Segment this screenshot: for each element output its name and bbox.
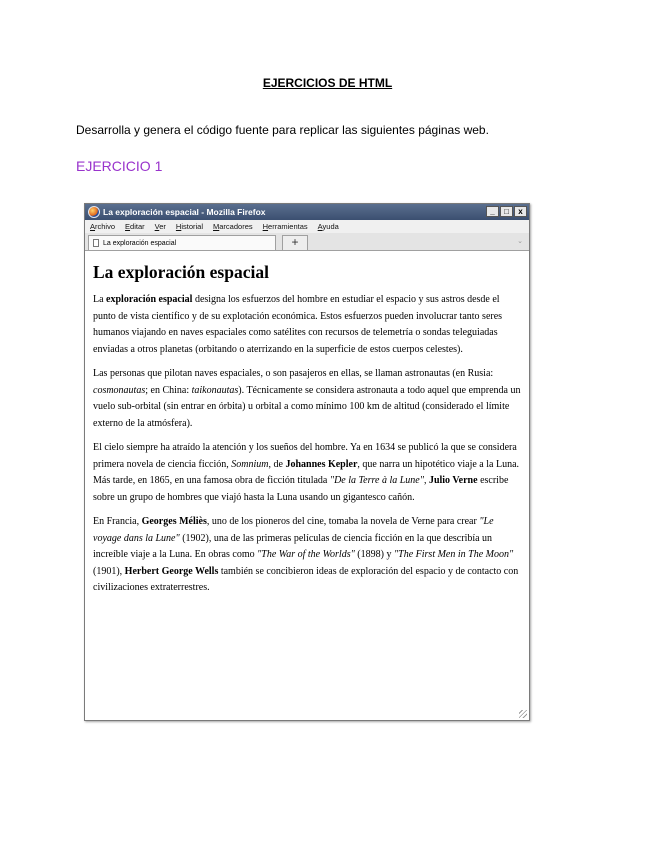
paragraph-4 (93, 514, 522, 597)
bold-text: Herbert George Wells (124, 565, 219, 577)
browser-viewport (85, 251, 529, 720)
minimize-button[interactable]: _ (486, 206, 499, 217)
italic-text: "De la Terre à la Lune" (329, 475, 424, 486)
text-run: El cielo siempre ha atraído la atención y los sueños del hombre. Ya en 1634 se publicó la que se considera primera novela de ciencia ficción, (93, 442, 517, 470)
text-run: , de (268, 458, 286, 470)
text-run: también se concibieron ideas de exploración del espacio y de contacto con civilizaciones extraterrestres. (93, 565, 519, 593)
tab-active[interactable] (88, 235, 276, 250)
web-page (85, 251, 529, 597)
text-run: Las personas que pilotan naves espaciales, o son pasajeros en ellas, se llaman astronautas (en Rusia: (93, 368, 494, 379)
page-heading: La exploración espacial (93, 262, 269, 282)
text-run: (1898) y (354, 549, 394, 560)
text-run: (1901), (93, 565, 125, 577)
menu-item-archivo[interactable]: Archivo (90, 222, 116, 231)
new-tab-button[interactable]: + (282, 235, 308, 250)
text-run: designa los esfuerzos del hombre en estudiar el espacio y sus astros desde el punto de vista científico y de su explotación económica. Estos esfuerzos pueden involucrar tanto seres humanos viajando en naves espaciales como satélites con recursos de telemetría o sondas teleguiadas enviadas a otros planetas (orbitando o aterrizando en la superficie de estos cuerpos celestes). (93, 294, 503, 355)
text-run: , uno de los pioneros del cine, tomaba la novela de Verne para crear (206, 516, 480, 527)
text-run: , (423, 475, 429, 486)
firefox-window-screenshot (84, 203, 530, 721)
text-run: ). Técnicamente se considera astronauta a todo aquel que emprenda un vuelo sub-orbital (sin entrar en órbita) u orbital a como mínimo 100 km de altitud (considerado el límite externo de la atmósfera). (93, 384, 521, 429)
tab-list-icon[interactable]: ⌄ (517, 238, 523, 245)
italic-text: "Le voyage dans la Lune" (93, 516, 494, 544)
page-icon (93, 239, 99, 247)
italic-text: cosmonautas (93, 384, 146, 396)
menu-item-herramientas[interactable]: Herramientas (262, 222, 308, 231)
italic-text: taikonautas (191, 384, 239, 396)
menu-item-marcadores[interactable]: Marcadores (213, 222, 253, 231)
menu-item-editar[interactable]: Editar (125, 222, 145, 231)
exercise-heading: EJERCICIO 1 (76, 158, 163, 174)
text-run: En Francia, (93, 516, 142, 527)
text-run: La (93, 294, 107, 305)
resize-grip-icon[interactable] (519, 710, 527, 718)
paragraph-3 (93, 440, 522, 506)
firefox-logo-icon (88, 206, 100, 218)
document-title: EJERCICIOS DE HTML (262, 76, 393, 90)
window-title: La exploración espacial - Mozilla Firefox (103, 207, 266, 217)
window-titlebar (85, 204, 529, 220)
text-run: escribe sobre un grupo de hombres que viajó hasta la Luna usando un gigantesco cañón. (93, 475, 509, 503)
menu-bar (85, 220, 529, 233)
menu-item-historial[interactable]: Historial (175, 222, 204, 231)
text-run: ; en China: (145, 384, 192, 396)
window-controls (486, 206, 527, 217)
bold-text: exploración espacial (106, 294, 193, 305)
italic-text: "The War of the Worlds" (257, 549, 355, 560)
bold-text: Julio Verne (428, 475, 478, 486)
text-run: (1902), una de las primeras películas de ciencia ficción en la que describía un increíble viaje a la Luna. En obras como (93, 532, 493, 560)
menu-item-ayuda[interactable]: Ayuda (317, 222, 339, 231)
bold-text: Georges Méliès (141, 516, 207, 527)
menu-item-ver[interactable]: Ver (154, 222, 166, 231)
italic-text: "The First Men in The Moon" (393, 549, 514, 560)
paragraph-2 (93, 366, 522, 432)
close-button[interactable]: x (514, 206, 527, 217)
document-intro: Desarrolla y genera el código fuente para replicar las siguientes páginas web. (76, 123, 489, 137)
text-run: , que narra un hipotético viaje a la Luna. Más tarde, en 1865, en una famosa obra de ficción titulada (93, 458, 520, 486)
bold-text: Johannes Kepler (285, 458, 358, 470)
italic-text: Somnium (231, 458, 269, 470)
tab-label: La exploración espacial (103, 239, 177, 247)
tab-bar (85, 233, 529, 251)
paragraph-1 (93, 292, 522, 358)
maximize-button[interactable]: □ (500, 206, 513, 217)
